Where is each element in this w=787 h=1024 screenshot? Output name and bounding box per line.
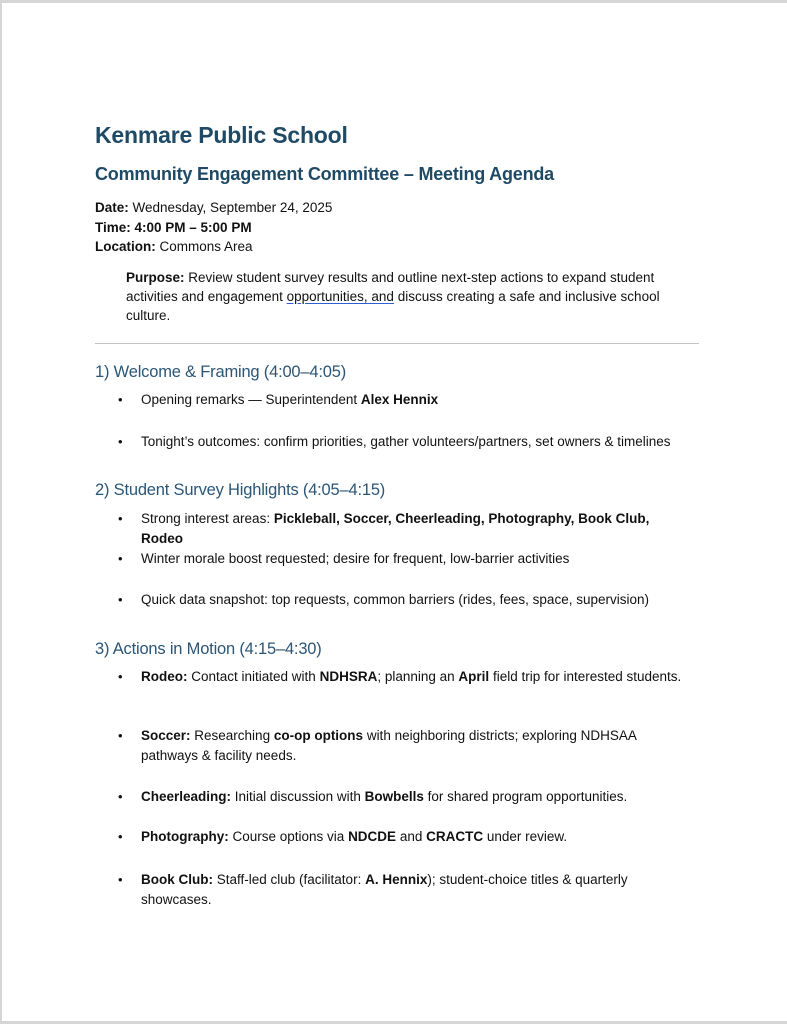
list-item[interactable] — [95, 870, 695, 910]
list-item[interactable] — [95, 590, 695, 610]
item-label: Book Club: — [141, 872, 213, 887]
item-bold-text: A. Hennix — [365, 872, 428, 887]
item-text: Tonight’s outcomes: confirm priorities, gather volunteers/partners, set owners & timelines — [141, 434, 671, 449]
item-bold-text: NDCDE — [348, 829, 397, 844]
location-value: Commons Area — [155, 239, 253, 254]
bullet-icon: • — [118, 789, 123, 804]
time-value: 4:00 PM – 5:00 PM — [130, 219, 252, 235]
bullet-icon: • — [118, 592, 123, 607]
purpose-paragraph[interactable] — [126, 268, 686, 325]
horizontal-divider — [95, 343, 699, 344]
item-label: Soccer: — [141, 728, 191, 743]
meeting-details — [95, 198, 332, 257]
location-label: Location: — [95, 239, 156, 254]
purpose-text: Review student survey results and outline next-step actions to expand student activities and engagement — [126, 270, 655, 304]
bullet-icon: • — [118, 551, 123, 566]
item-text: Staff-led club (facilitator: — [213, 872, 366, 887]
purpose-text-end: discuss creating a safe and inclusive school culture. — [126, 289, 660, 323]
item-bold-text: Bowbells — [364, 789, 424, 804]
time-label: Time: — [95, 219, 131, 235]
item-label: Cheerleading: — [141, 789, 232, 804]
document-title[interactable]: Kenmare Public School — [95, 122, 348, 148]
item-label: Rodeo: — [141, 669, 188, 684]
item-bold-text: NDHSRA — [319, 669, 378, 684]
date-label: Date: — [95, 200, 129, 215]
item-text: Winter morale boost requested; desire for frequent, low-barrier activities — [141, 551, 570, 566]
bullet-icon: • — [118, 872, 123, 887]
item-bold-text: CRACTC — [426, 829, 484, 844]
bullet-icon: • — [118, 434, 123, 449]
item-text: ); student-choice titles & quarterly showcases. — [141, 872, 628, 907]
section-heading-survey[interactable]: 2) Student Survey Highlights (4:05–4:15) — [95, 481, 386, 499]
list-item[interactable] — [95, 432, 695, 452]
section-heading-actions[interactable]: 3) Actions in Motion (4:15–4:30) — [95, 640, 322, 658]
spellcheck-underlined-text[interactable]: opportunities, and — [286, 289, 394, 304]
bullet-icon: • — [118, 669, 123, 684]
list-item[interactable] — [95, 667, 695, 687]
meeting-date[interactable] — [95, 198, 332, 218]
list-item[interactable] — [95, 549, 695, 569]
bullet-icon: • — [118, 829, 123, 844]
item-text: Researching — [190, 728, 274, 743]
item-bold-text: co-op options — [273, 728, 364, 743]
purpose-label: Purpose: — [126, 270, 185, 285]
item-text: for shared program opportunities. — [423, 789, 628, 804]
item-text: ; planning an — [377, 669, 459, 684]
item-text: Opening remarks — Superintendent — [141, 392, 361, 407]
item-text: and — [396, 829, 427, 844]
item-text: field trip for interested students. — [489, 669, 682, 684]
list-item[interactable] — [95, 390, 695, 410]
item-text: with neighboring districts; exploring NDHSAA pathways & facility needs. — [141, 728, 637, 763]
item-bold-text: Pickleball, Soccer, Cheerleading, Photography, Book Club, Rodeo — [141, 511, 650, 546]
item-text: Quick data snapshot: top requests, common barriers (rides, fees, space, supervision) — [141, 592, 649, 607]
meeting-location[interactable] — [95, 237, 332, 257]
bullet-icon: • — [118, 728, 123, 743]
section-heading-welcome[interactable]: 1) Welcome & Framing (4:00–4:05) — [95, 363, 346, 381]
document-subtitle[interactable]: Community Engagement Committee – Meeting Agenda — [95, 164, 554, 184]
item-text: Initial discussion with — [231, 789, 365, 804]
item-text: under review. — [483, 829, 568, 844]
list-item[interactable] — [95, 787, 695, 807]
item-text: Strong interest areas: — [141, 511, 274, 526]
list-item[interactable] — [95, 726, 695, 766]
item-text: Contact initiated with — [187, 669, 320, 684]
item-bold-text: April — [458, 669, 490, 684]
document-page — [2, 3, 787, 1021]
item-bold-text: Alex Hennix — [360, 392, 439, 407]
list-item[interactable] — [95, 827, 695, 847]
bullet-icon: • — [118, 511, 123, 526]
meeting-time[interactable] — [95, 218, 332, 238]
item-label: Photography: — [141, 829, 229, 844]
bullet-icon: • — [118, 392, 123, 407]
date-value: Wednesday, September 24, 2025 — [128, 200, 333, 215]
item-text: Course options via — [228, 829, 349, 844]
list-item[interactable] — [95, 509, 695, 549]
